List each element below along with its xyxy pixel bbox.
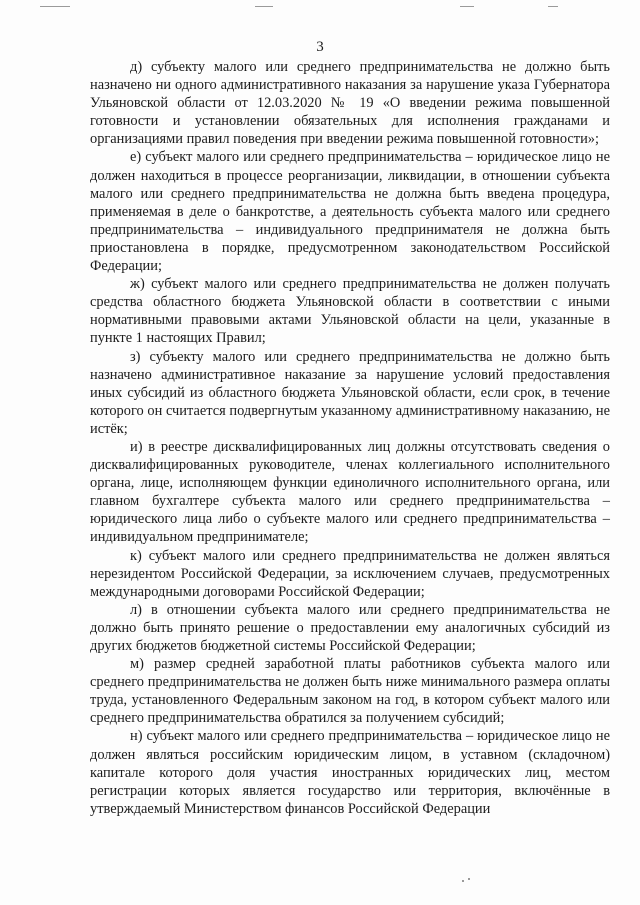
document-body	[90, 58, 610, 818]
paragraph-n: н) субъект малого или среднего предпринимательства – юридическое лицо не должен являться российским юридическим лицом, в уставном (складочном) капитале которого доля участия иностранных юридических лиц, местом регистрации которых является государство или территория, включённые в утверждаемый Министерством финансов Российской Федерации	[90, 728, 610, 817]
paragraph-e: е) субъект малого или среднего предпринимательства – юридическое лицо не должен находиться в процессе реорганизации, ликвидации, в отношении субъекта малого или среднего предпринимательства не должна быть введена процедура, применяемая в деле о банкротстве, а деятельность субъекта малого или среднего предпринимательства – индивидуального предпринимателя не должна быть приостановлена в порядке, предусмотренном законодательством Российской Федерации;	[90, 149, 610, 275]
paragraph-d: д) субъекту малого или среднего предпринимательства не должно быть назначено ни одного административного наказания за нарушение указа Губернатора Ульяновской области от 12.03.2020 № 19 «О введении режима повышенной готовности и установлении обязательных для исполнения гражданами и организациями правил поведения при введении режима повышенной готовности»;	[90, 59, 610, 148]
scan-mark	[468, 878, 470, 880]
scan-mark	[40, 6, 70, 7]
page-number: 3	[316, 39, 324, 55]
scan-mark	[255, 6, 273, 7]
paragraph-k: к) субъект малого или среднего предпринимательства не должен являться нерезидентом Российской Федерации, за исключением случаев, предусмотренных международными договорами Российской Федерации;	[90, 547, 610, 600]
paragraph-i: и) в реестре дисквалифицированных лиц должны отсутствовать сведения о дисквалифицированных руководителе, членах коллегиального исполнительного органа, лице, исполняющем функции единоличного исполнительного органа, или главном бухгалтере субъекта малого или среднего предпринимательства – юридического лица либо о субъекте малого или среднего предпринимательства – индивидуальном предпринимателе;	[90, 438, 610, 546]
paragraph-m: м) размер средней заработной платы работников субъекта малого или среднего предпринимательства не должен быть ниже минимального размера оплаты труда, установленного Федеральным законом на год, в котором субъект малого или среднего предпринимательства обратился за получением субсидий;	[90, 656, 610, 727]
scan-mark	[460, 6, 474, 7]
paragraph-l: л) в отношении субъекта малого или среднего предпринимательства не должно быть принято решение о предоставлении ему аналогичных субсидий из других бюджетов бюджетной системы Российской Федерации;	[90, 601, 610, 654]
paragraph-z: з) субъекту малого или среднего предпринимательства не должно быть назначено административное наказание за нарушение условий предоставления иных субсидий из областного бюджета Ульяновской области, если срок, в течение которого он считается подвергнутым указанному административному наказанию, не истёк;	[90, 348, 610, 437]
paragraph-zh: ж) субъект малого или среднего предпринимательства не должен получать средства областного бюджета Ульяновской области в соответствии с иными нормативными правовыми актами Ульяновской области на цели, указанные в пункте 1 настоящих Правил;	[90, 276, 610, 347]
scan-mark	[548, 6, 558, 7]
scan-mark	[462, 880, 464, 882]
